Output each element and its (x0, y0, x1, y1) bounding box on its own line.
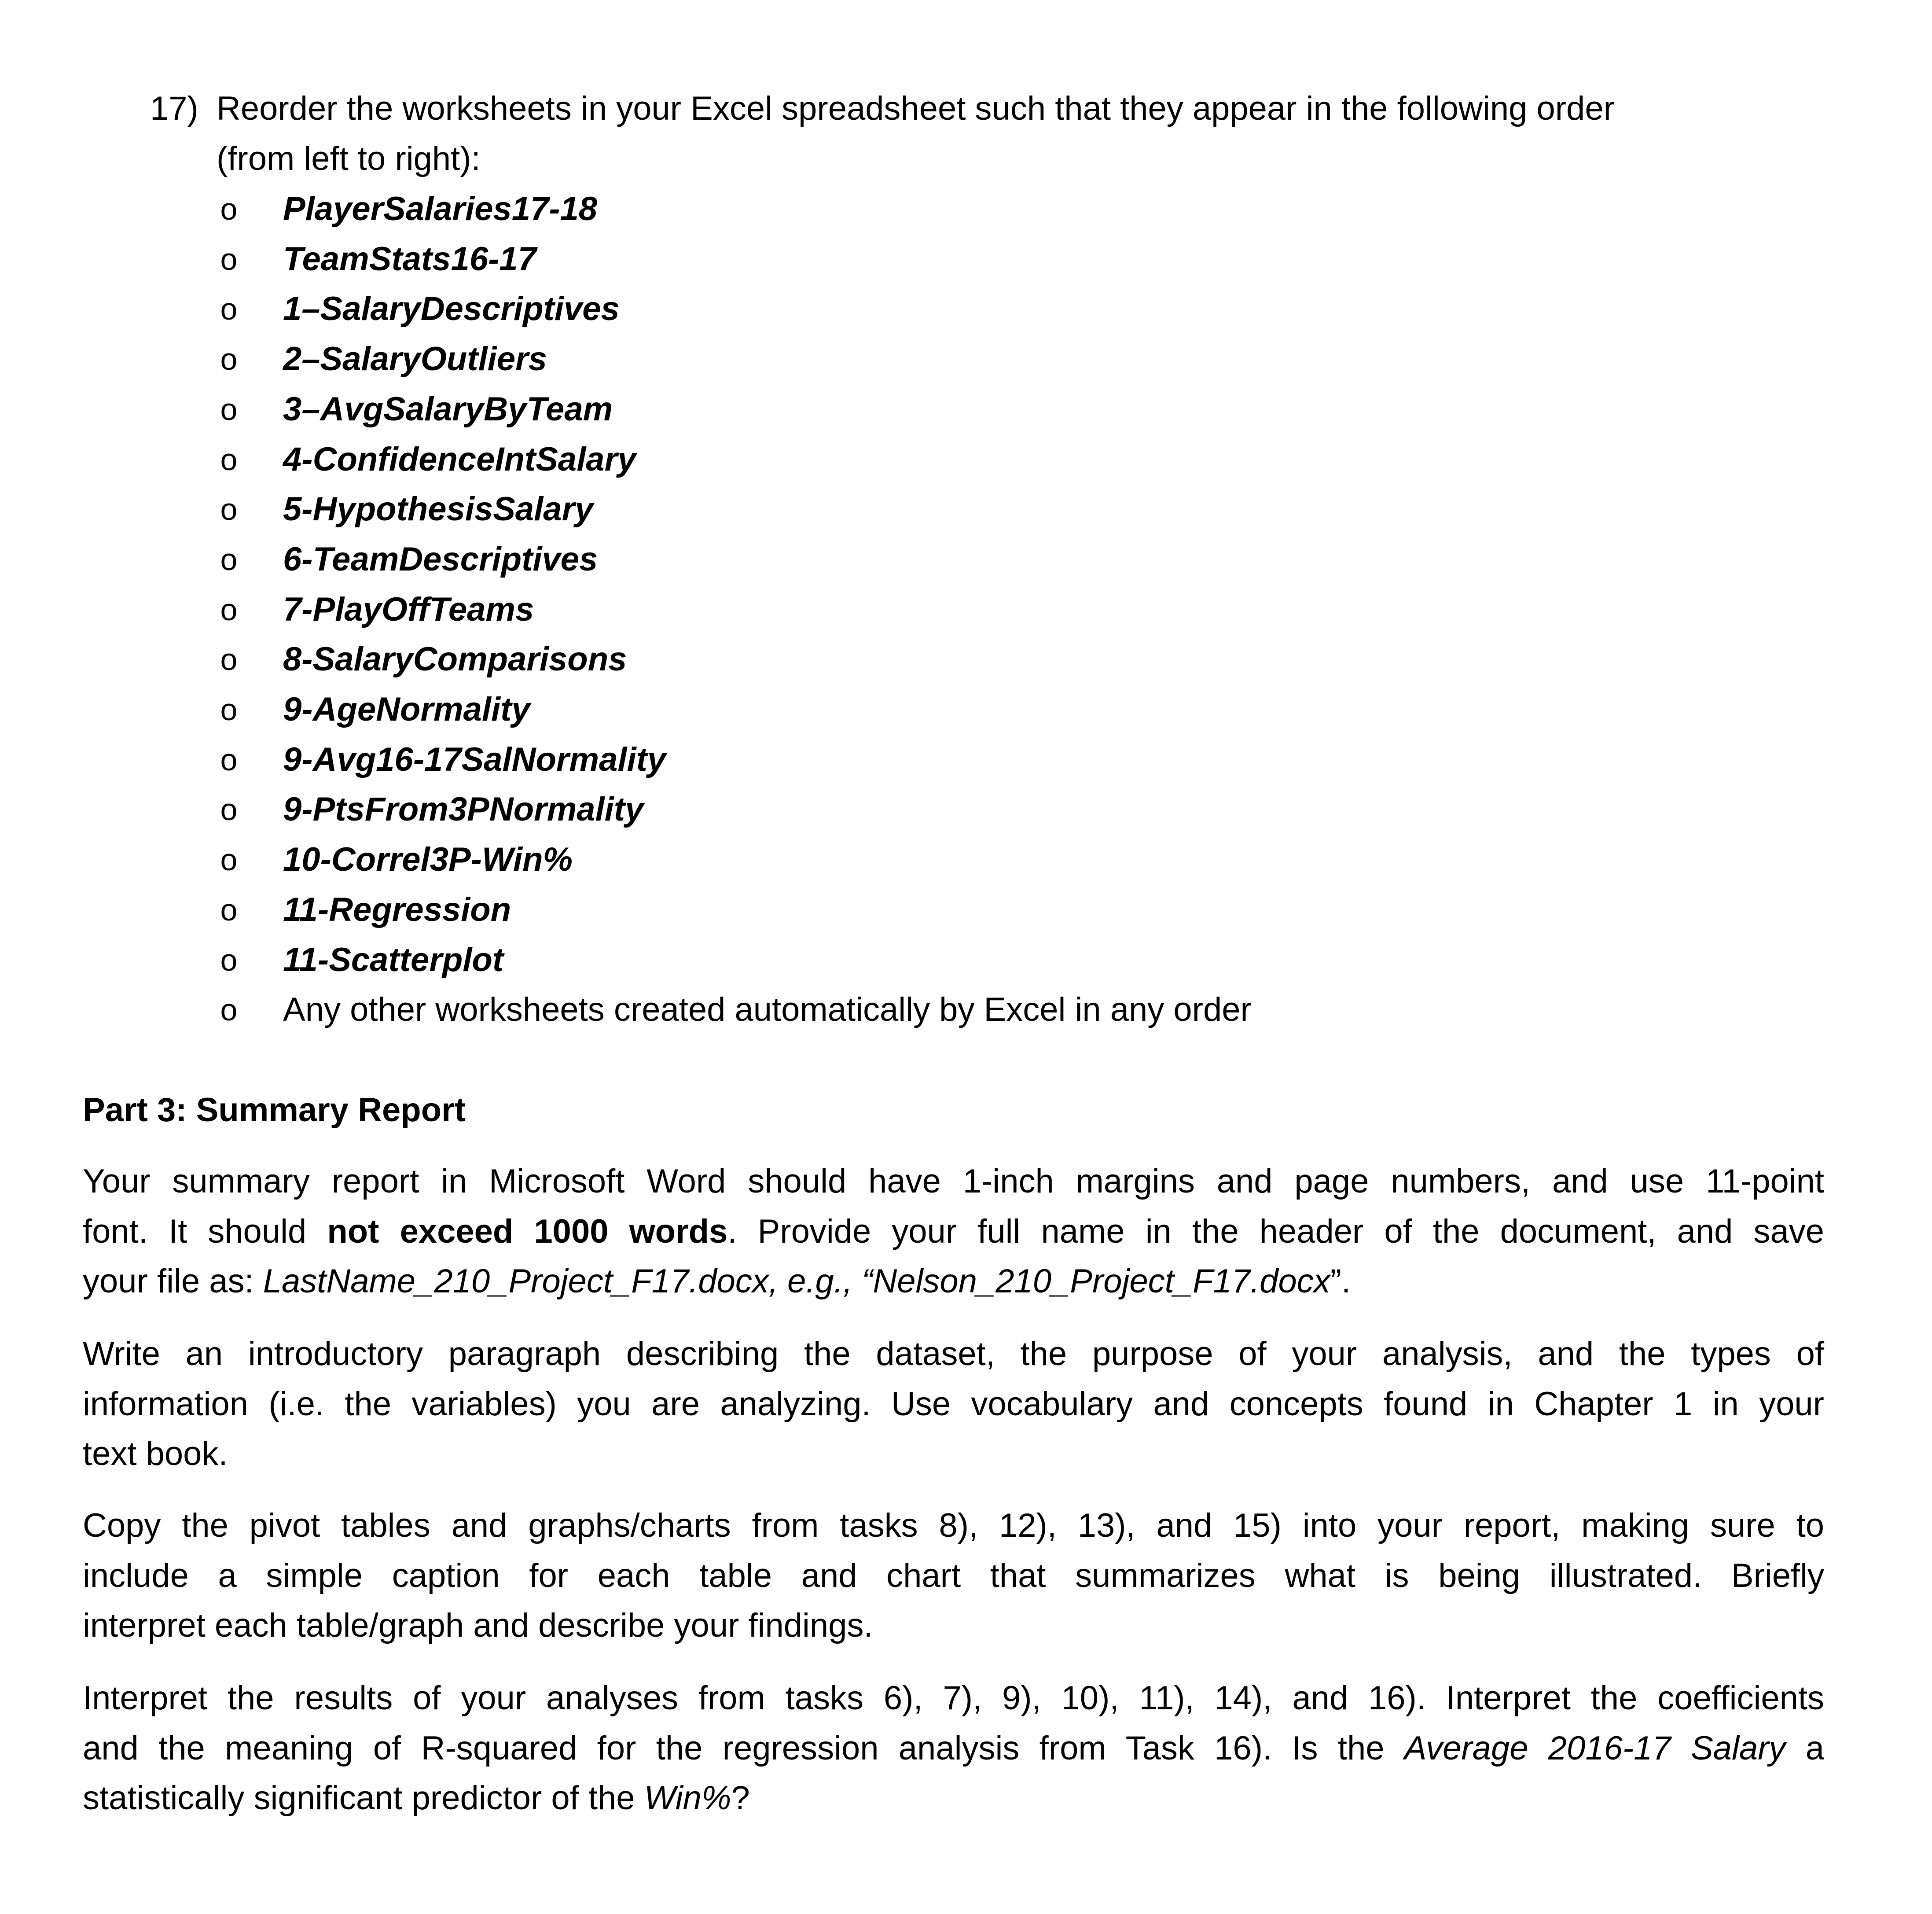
bullet-icon: o (220, 742, 238, 777)
paragraph-line (83, 1256, 1824, 1307)
bullet-icon: o (220, 592, 238, 627)
bullet-icon: o (220, 892, 238, 927)
paragraph-line (83, 1207, 1824, 1257)
text-run: statistically significant predictor of the (83, 1779, 644, 1817)
text-run: ”. (1330, 1263, 1351, 1300)
bullet-icon: o (220, 292, 238, 327)
text-run: Write an introductory paragraph describing the dataset, the purpose of your analysis, and the types of (83, 1335, 1824, 1373)
paragraph-line (83, 1773, 1824, 1823)
bullet-icon: o (220, 392, 238, 427)
text-run: a (1785, 1729, 1824, 1767)
bullet-icon: o (220, 993, 238, 1027)
worksheet-name: Any other worksheets created automatically by Excel in any order (283, 991, 1252, 1029)
paragraph-line (83, 1723, 1824, 1774)
text-run: font. It should (83, 1212, 327, 1250)
bullet-icon: o (220, 942, 238, 977)
bullet-icon: o (220, 442, 238, 477)
bullet-icon: o (220, 192, 238, 226)
worksheet-name: 2–SalaryOutliers (283, 340, 547, 378)
text-run: ? (731, 1779, 750, 1817)
worksheet-name: TeamStats16-17 (283, 240, 536, 278)
italic-text: Average 2016-17 Salary (1404, 1729, 1786, 1767)
worksheet-name: 9-Avg16-17SalNormality (283, 740, 666, 778)
worksheet-name: 6-TeamDescriptives (283, 540, 598, 578)
worksheet-name: 4-ConfidenceIntSalary (283, 440, 636, 478)
worksheet-name: 3–AvgSalaryByTeam (283, 390, 613, 428)
worksheet-name: PlayerSalaries17-18 (283, 190, 598, 228)
paragraph-line (83, 1601, 1824, 1651)
text-run: and the meaning of R-squared for the regression analysis from Task 16). Is the (83, 1729, 1404, 1767)
worksheet-name: 9-PtsFrom3PNormality (283, 791, 644, 828)
paragraph-line (83, 1429, 1824, 1479)
bullet-icon: o (220, 542, 238, 577)
text-run: your file as: (83, 1263, 263, 1300)
bullet-icon: o (220, 242, 238, 276)
bold-text: not exceed 1000 words (327, 1212, 728, 1250)
worksheet-name: 9-AgeNormality (283, 691, 530, 728)
bullet-icon: o (220, 843, 238, 877)
italic-text: Win% (644, 1779, 731, 1817)
worksheet-name: 11-Scatterplot (283, 941, 504, 979)
paragraph-line (83, 1501, 1824, 1551)
text-run: . Provide your full name in the header of the document, and save (727, 1212, 1824, 1250)
text-run: Copy the pivot tables and graphs/charts from tasks 8), 12), 13), and 15) into your report, making sure to (83, 1507, 1824, 1544)
bullet-icon: o (220, 342, 238, 377)
text-run: information (i.e. the variables) you are analyzing. Use vocabulary and concepts found in Chapter 1 in your (83, 1385, 1824, 1423)
bullet-icon: o (220, 492, 238, 527)
paragraph-line (83, 1156, 1824, 1207)
worksheet-name: 8-SalaryComparisons (283, 640, 627, 678)
worksheet-name: 7-PlayOffTeams (283, 590, 534, 628)
paragraph-line (83, 1329, 1824, 1379)
worksheet-name: 5-HypothesisSalary (283, 490, 594, 528)
paragraph-line (83, 1379, 1824, 1429)
text-run: include a simple caption for each table and chart that summarizes what is being illustrated. Briefly (83, 1557, 1824, 1594)
paragraph-line (83, 1673, 1824, 1723)
bullet-icon: o (220, 642, 238, 677)
text-run: interpret each table/graph and describe your findings. (83, 1607, 873, 1644)
section-heading: Part 3: Summary Report (83, 1091, 466, 1129)
task-number: 17) (150, 90, 198, 127)
bullet-icon: o (220, 792, 238, 827)
text-run: text book. (83, 1435, 228, 1472)
italic-text: LastName_210_Project_F17.docx, e.g., “Nelson_210_Project_F17.docx (263, 1263, 1330, 1300)
bullet-icon: o (220, 692, 238, 727)
task-intro-line-1: Reorder the worksheets in your Excel spreadsheet such that they appear in the following order (217, 90, 1615, 127)
worksheet-name: 1–SalaryDescriptives (283, 290, 620, 328)
task-intro-line-2: (from left to right): (217, 140, 481, 177)
text-run: Interpret the results of your analyses from tasks 6), 7), 9), 10), 11), 14), and 16). Interpret the coefficients (83, 1679, 1824, 1717)
worksheet-name: 11-Regression (283, 891, 511, 928)
worksheet-name: 10-Correl3P-Win% (283, 841, 573, 879)
paragraph-line (83, 1551, 1824, 1601)
text-run: Your summary report in Microsoft Word should have 1-inch margins and page numbers, and use 11-point (83, 1163, 1824, 1200)
